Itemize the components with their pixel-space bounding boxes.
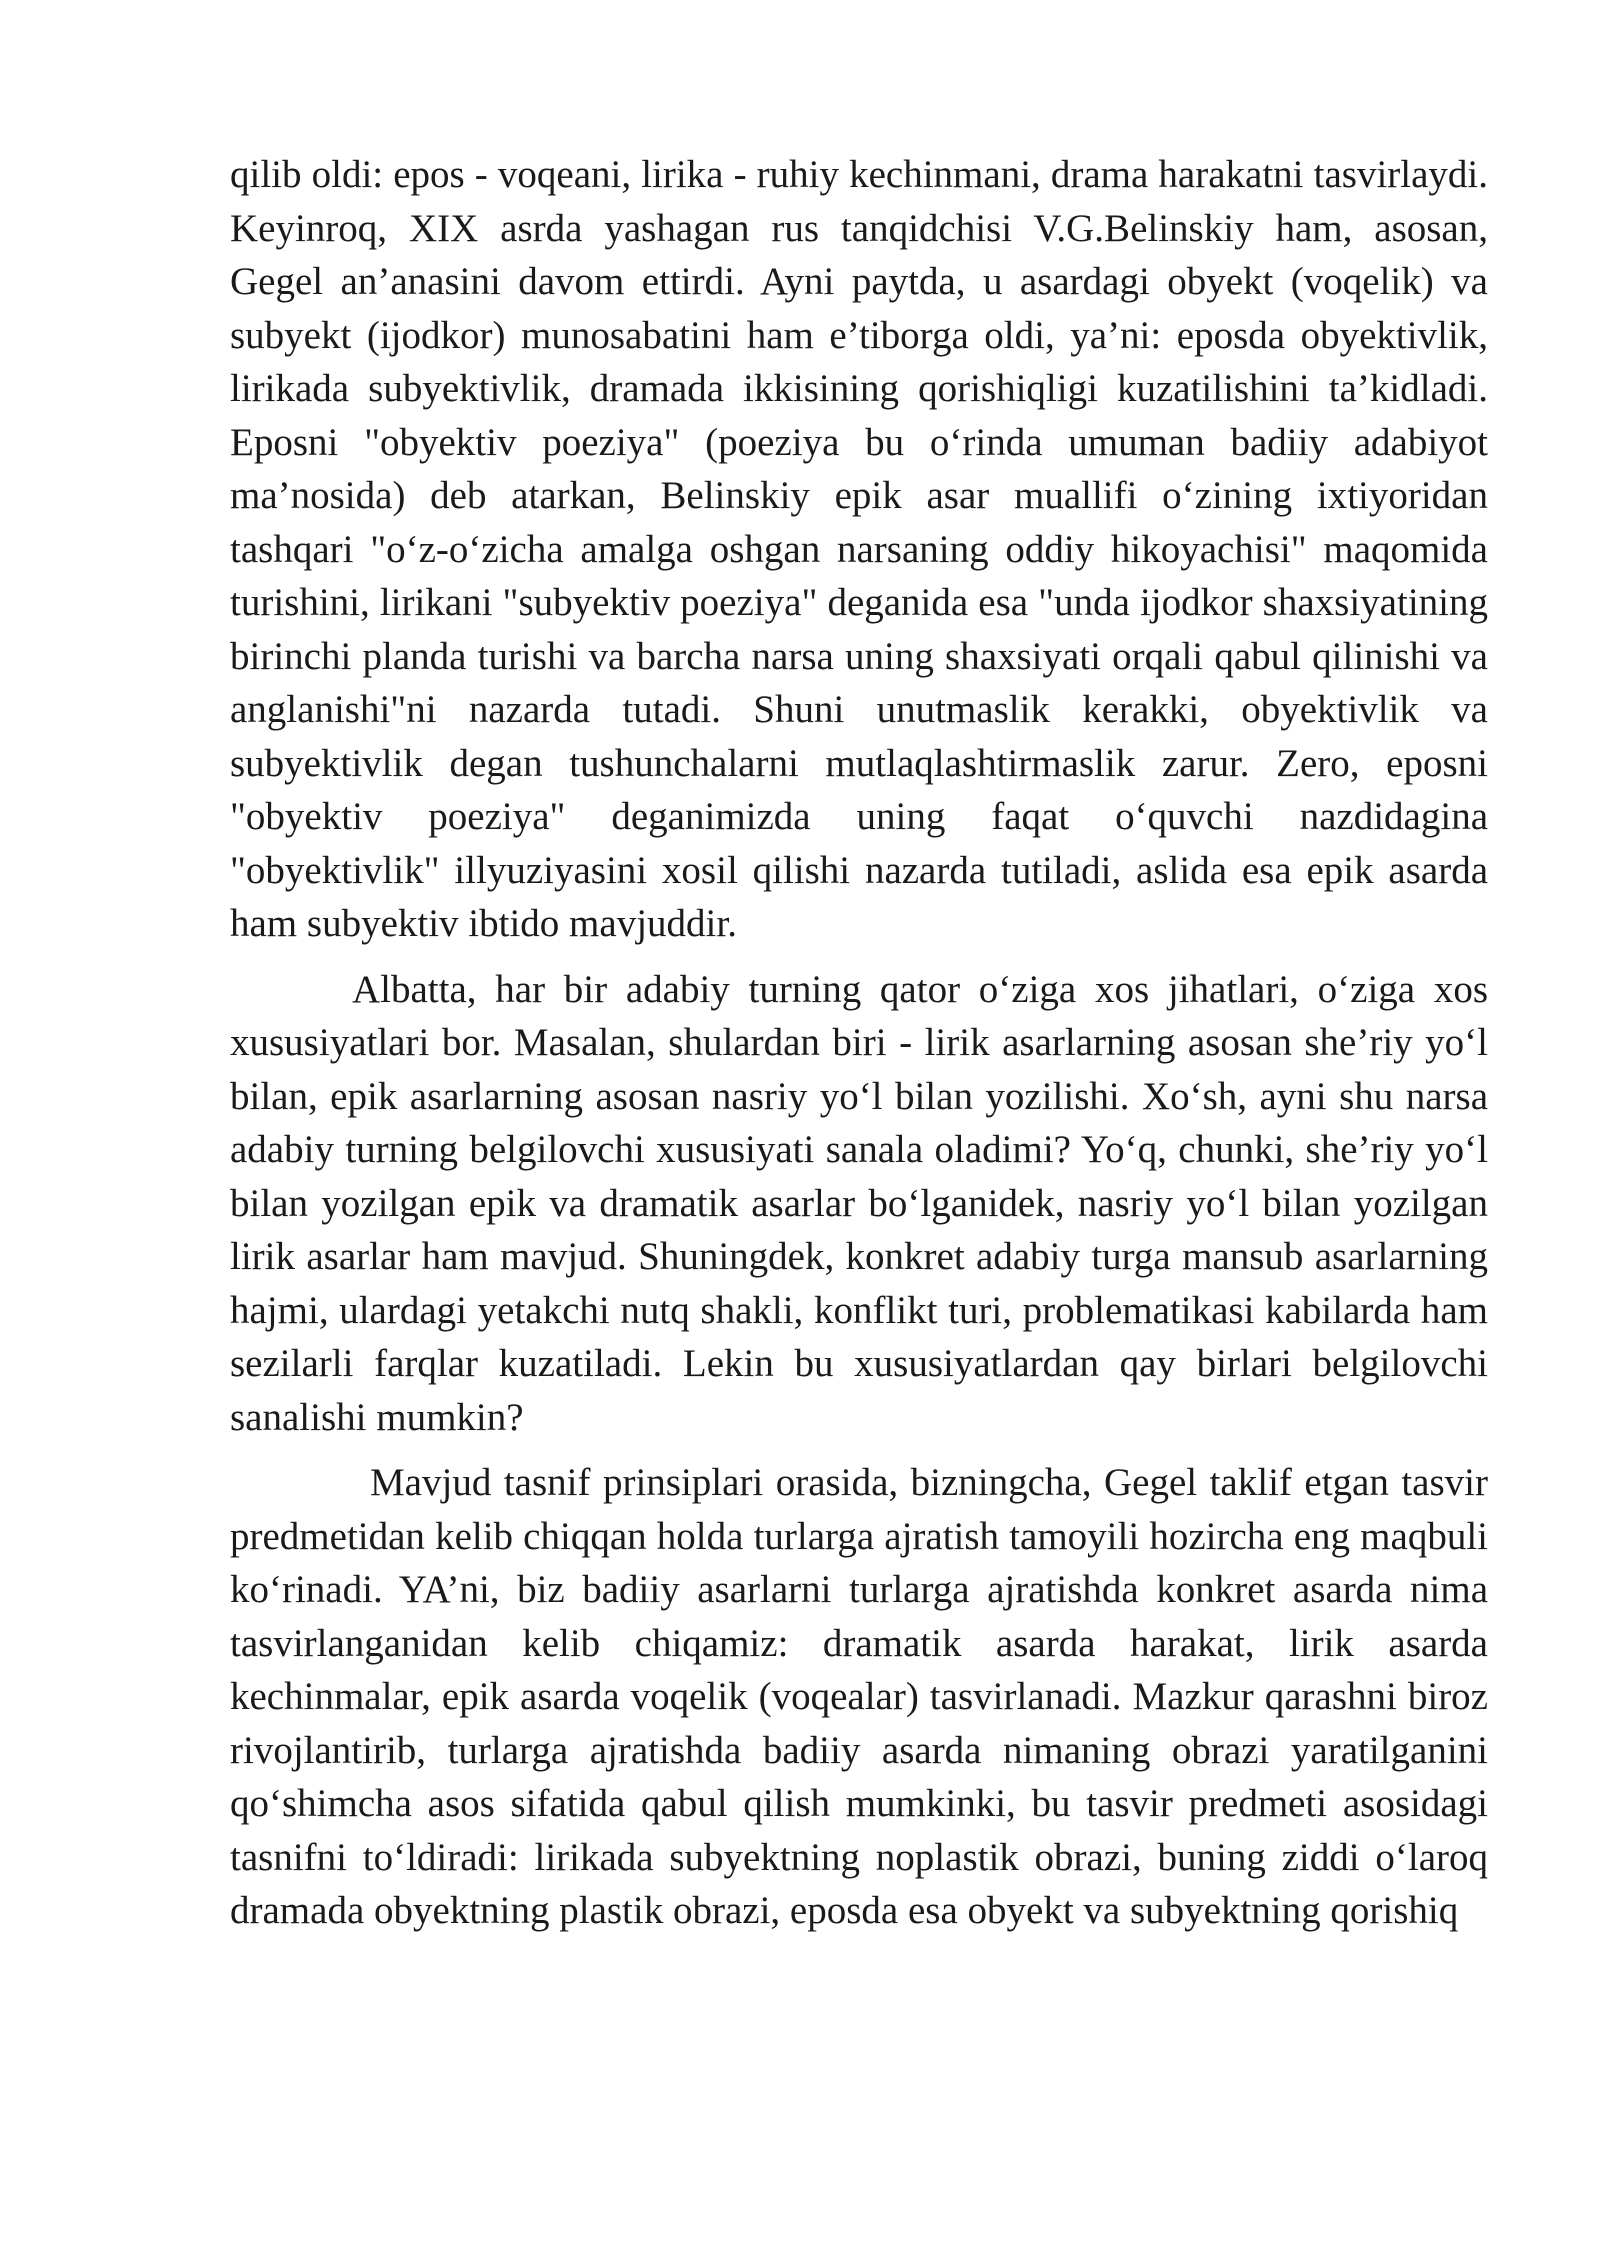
paragraph-2: Albatta, har bir adabiy turning qator o‘ziga xos jihatlari, o‘ziga xos xususiyatlari bor. Masalan, shulardan biri - lirik asarlarning asosan she’riy yo‘l bilan, epik asarlarning asosan nasriy yo‘l bilan yozilishi. Xo‘sh, ayni shu narsa adabiy turning belgilovchi xususiyati sanala oladimi? Yo‘q, chunki, she’riy yo‘l bilan yozilgan epik va dramatik asarlar bo‘lganidek, nasriy yo‘l bilan yozilgan lirik asarlar ham mavjud. Shuningdek, konkret adabiy turga mansub asarlarning hajmi, ulardagi yetakchi nutq shakli, konflikt turi, problematikasi kabilarda ham sezilarli farqlar kuzatiladi. Lekin bu xususiyatlardan qay birlari belgilovchi sanalishi mumkin? xyxy=(230,967,1488,1439)
paragraph-1: qilib oldi: epos - voqeani, lirika - ruhiy kechinmani, drama harakatni tasvirlaydi. Keyinroq, XIX asrda yashagan rus tanqidchisi V.G.Belinskiy ham, asosan, Gegel an’anasini davom ettirdi. Ayni paytda, u asardagi obyekt (voqelik) va subyekt (ijodkor) munosabatini ham e’tiborga oldi, ya’ni: eposda obyektivlik, lirikada subyektivlik, dramada ikkisining qorishiqligi kuzatilishini ta’kidladi. Eposni "obyektiv poeziya" (poeziya bu o‘rinda umuman badiiy adabiyot ma’nosida) deb atarkan, Belinskiy epik asar muallifi o‘zining ixtiyoridan tashqari "o‘z-o‘zicha amalga oshgan narsaning oddiy hikoyachisi" maqomida turishini, lirikani "subyektiv poeziya" deganida esa "unda ijodkor shaxsiyatining birinchi planda turishi va barcha narsa uning shaxsiyati orqali qabul qilinishi va anglanishi"ni nazarda tutadi. Shuni unutmaslik kerakki, obyektivlik va subyektivlik degan tushunchalarni mutlaqlashtirmaslik zarur. Zero, eposni "obyektiv poeziya" deganimizda uning faqat o‘quvchi nazdidagina "obyektivlik" illyuziyasini xosil qilishi nazarda tutiladi, aslida esa epik asarda ham subyektiv ibtido mavjuddir. xyxy=(230,153,1488,945)
paragraph-3: Mavjud tasnif prinsiplari orasida, bizningcha, Gegel taklif etgan tasvir predmetidan kelib chiqqan holda turlarga ajratish tamoyili hozircha eng maqbuli ko‘rinadi. YA’ni, biz badiiy asarlarni turlarga ajratishda konkret asarda nima tasvirlanganidan kelib chiqamiz: dramatik asarda harakat, lirik asarda kechinmalar, epik asarda voqelik (voqealar) tasvirlanadi. Mazkur qarashni biroz rivojlantirib, turlarga ajratishda badiiy asarda nimaning obrazi yaratilganini qo‘shimcha asos sifatida qabul qilish mumkinki, bu tasvir predmeti asosidagi tasnifni to‘ldiradi: lirikada subyektning noplastik obrazi, buning ziddi o‘laroq dramada obyektning plastik obrazi, eposda esa obyekt va subyektning qorishiq xyxy=(230,1461,1488,1932)
body-text xyxy=(230,148,1488,1938)
